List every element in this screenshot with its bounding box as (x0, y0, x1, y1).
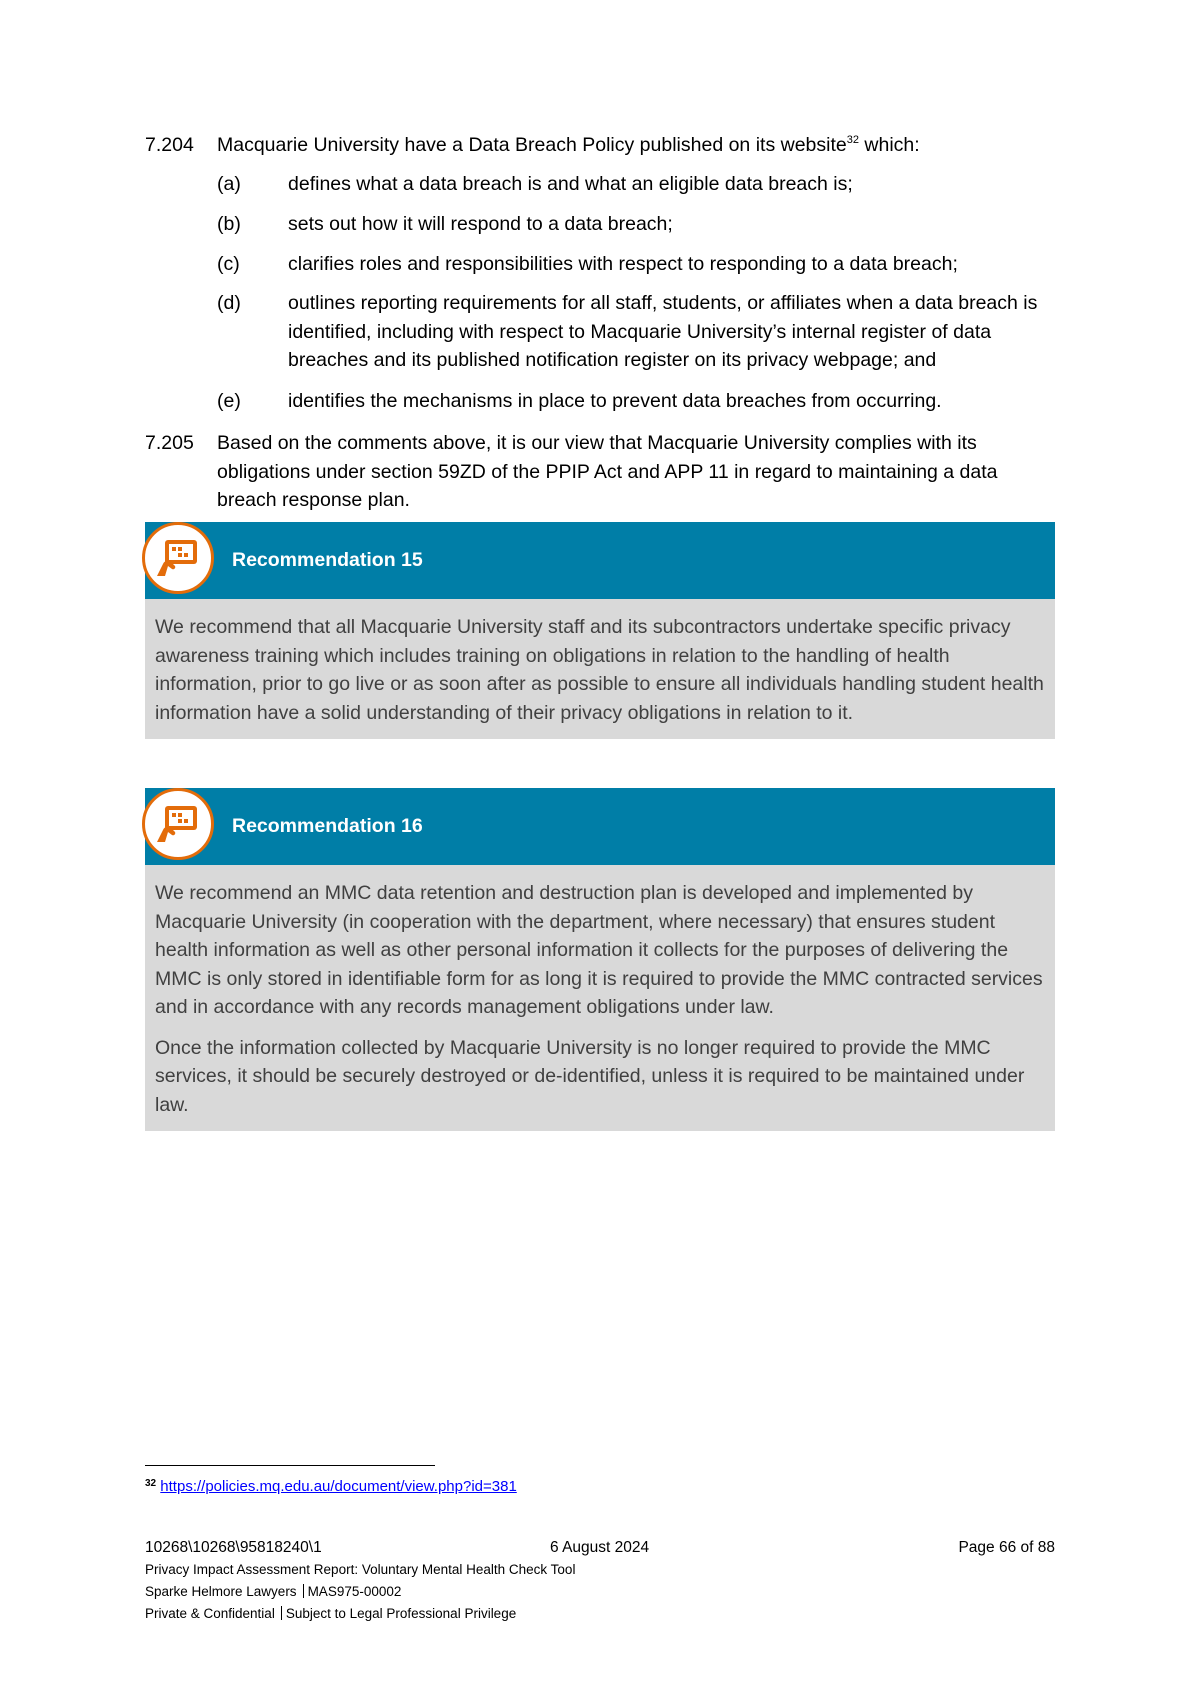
list-item-label: (c) (217, 253, 240, 275)
list-item-label: (d) (217, 292, 241, 314)
recommendation-body (145, 865, 1055, 1131)
recommendation-title: Recommendation 16 (232, 815, 423, 837)
paragraph-body (217, 131, 1055, 160)
recommendation-title: Recommendation 15 (232, 549, 423, 571)
recommendation-body (145, 599, 1055, 739)
list-item (217, 210, 1055, 239)
recommendation-paragraph: Once the information collected by Macquarie University is no longer required to provide the MMC services, it should be securely destroyed or de-identified, unless it is required to be maintained under law. (155, 1036, 1025, 1116)
confidentiality-line (145, 1603, 516, 1625)
firm-name: Sparke Helmore Lawyers (145, 1584, 297, 1599)
page-number: Page 66 of 88 (958, 1539, 1055, 1556)
document-reference: 10268\10268\95818240\1 (145, 1539, 322, 1556)
footnote-link[interactable]: https://policies.mq.edu.au/document/view.php?id=381 (160, 1478, 517, 1495)
recommendation-header (145, 788, 1055, 865)
list-item-text: sets out how it will respond to a data breach; (288, 213, 673, 235)
paragraph-text: Macquarie University have a Data Breach Policy published on its website (217, 134, 847, 156)
recommendation-15 (145, 522, 1055, 739)
paragraph-text-after: which: (858, 134, 920, 156)
report-title: Privacy Impact Assessment Report: Voluntary Mental Health Check Tool (145, 1562, 576, 1577)
separator (281, 1606, 282, 1620)
paragraph-number: 7.205 (145, 432, 194, 454)
list-item-label: (e) (217, 390, 241, 412)
list-item-text: outlines reporting requirements for all staff, students, or affiliates when a data breach is identified, including with respect to Macquarie University’s internal register of data breaches and its published notification register on its privacy webpage; and (288, 292, 1038, 371)
paragraph-body: Based on the comments above, it is our view that Macquarie University complies with its obligations under section 59ZD of the PPIP Act and APP 11 in regard to maintaining a data breach response plan. (217, 432, 998, 511)
confidentiality: Private & Confidential (145, 1606, 275, 1621)
list-item (217, 170, 1055, 199)
recommendation-16 (145, 788, 1055, 1131)
privilege: Subject to Legal Professional Privilege (285, 1606, 517, 1621)
list-item (217, 289, 1055, 375)
list-item-text: defines what a data breach is and what an eligible data breach is; (288, 173, 853, 195)
recommendation-paragraph: We recommend that all Macquarie University staff and its subcontractors undertake specific privacy awareness training which includes training on obligations in relation to the handling of health information, prior to go live or as soon after as possible to ensure all individuals handling student health information have a solid understanding of their privacy obligations in relation to it. (155, 616, 1044, 724)
hand-holding-tablet-icon (142, 522, 214, 594)
matter-number: MAS975-00002 (307, 1584, 402, 1599)
footnote-separator (145, 1465, 435, 1466)
document-date: 6 August 2024 (550, 1539, 650, 1556)
list-item-text: identifies the mechanisms in place to prevent data breaches from occurring. (288, 390, 942, 412)
paragraph-number: 7.204 (145, 134, 194, 156)
list-item (217, 250, 1055, 279)
list-item (217, 387, 1055, 416)
footnote (145, 1477, 517, 1497)
footnote-reference[interactable]: 32 (846, 134, 859, 146)
recommendation-paragraph: We recommend an MMC data retention and destruction plan is developed and implemented by Macquarie University (in cooperation with the department, where necessary) that ensures student health information as well as other personal information it collects for the purposes of delivering the MMC is only stored in identifiable form for as long it is required to provide the MMC contracted services and in accordance with any records management obligations under law. (155, 882, 1043, 1018)
paragraph-7-205 (145, 429, 1055, 515)
footnote-number: 32 (145, 1478, 157, 1489)
list-item-label: (b) (217, 213, 241, 235)
firm-line (145, 1581, 401, 1603)
list-item-text: clarifies roles and responsibilities with respect to responding to a data breach; (288, 253, 958, 275)
list-item-label: (a) (217, 173, 241, 195)
hand-holding-tablet-icon (142, 788, 214, 860)
separator (303, 1584, 304, 1598)
recommendation-header (145, 522, 1055, 599)
paragraph-7-204 (145, 131, 1055, 160)
